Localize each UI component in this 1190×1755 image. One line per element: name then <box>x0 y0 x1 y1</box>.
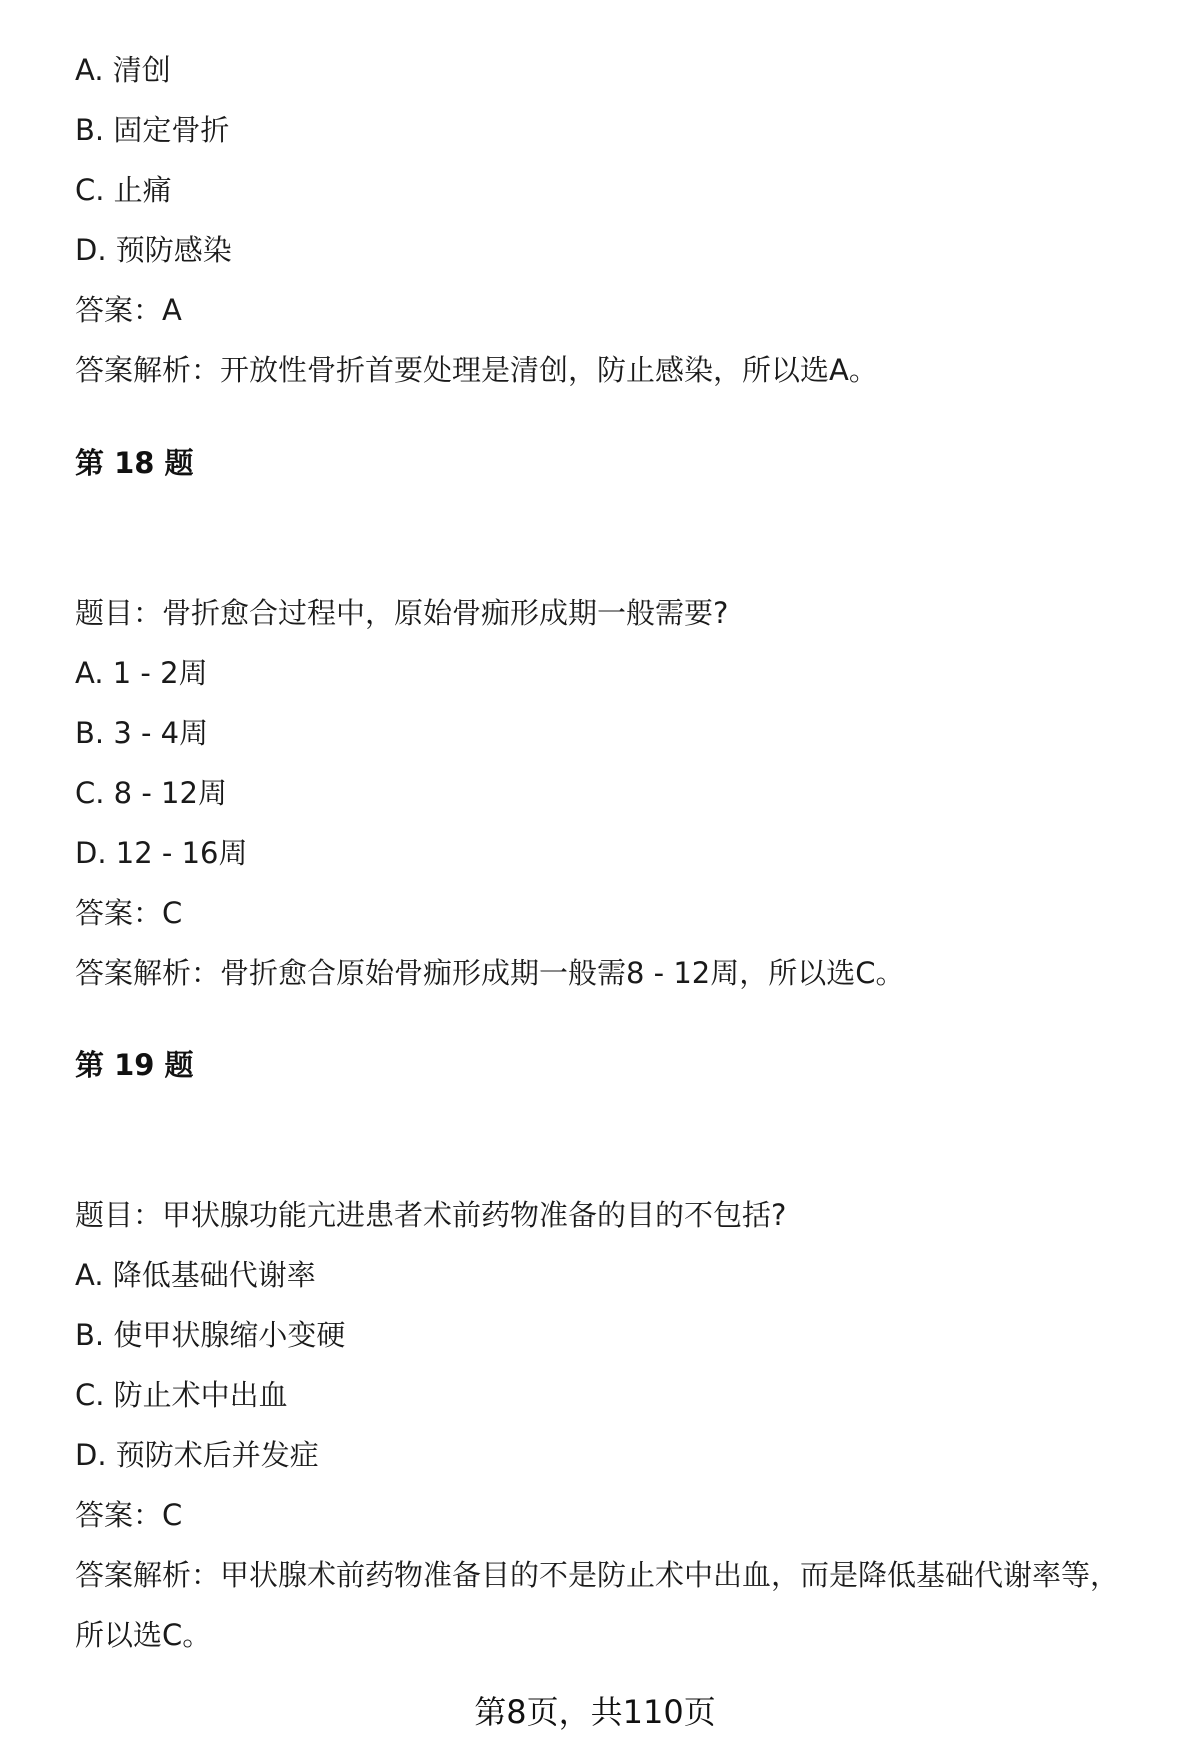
q19-option-d: D. 预防术后并发症 <box>75 1438 319 1472</box>
q19-option-c: C. 防止术中出血 <box>75 1378 288 1412</box>
q19-option-a: A. 降低基础代谢率 <box>75 1258 316 1292</box>
q19-answer: 答案：C <box>75 1498 183 1532</box>
q19-question: 题目：甲状腺功能亢进患者术前药物准备的目的不包括? <box>75 1198 787 1232</box>
q18-explanation: 答案解析：骨折愈合原始骨痂形成期一般需8 - 12周，所以选C。 <box>75 956 905 990</box>
q18-heading: 第 18 题 <box>75 446 194 480</box>
page-number-footer: 第8页，共110页 <box>474 1693 716 1731</box>
q17-explanation: 答案解析：开放性骨折首要处理是清创，防止感染，所以选A。 <box>75 353 878 387</box>
q18-option-a: A. 1 - 2周 <box>75 656 208 690</box>
q17-option-a: A. 清创 <box>75 53 171 87</box>
q19-heading: 第 19 题 <box>75 1048 194 1082</box>
q18-option-d: D. 12 - 16周 <box>75 836 248 870</box>
q17-answer: 答案：A <box>75 293 182 327</box>
q18-question: 题目：骨折愈合过程中，原始骨痂形成期一般需要? <box>75 596 729 630</box>
q18-option-c: C. 8 - 12周 <box>75 776 227 810</box>
q19-explanation-line-1: 答案解析：甲状腺术前药物准备目的不是防止术中出血，而是降低基础代谢率等， <box>75 1558 1120 1592</box>
q19-option-b: B. 使甲状腺缩小变硬 <box>75 1318 346 1352</box>
q17-option-c: C. 止痛 <box>75 173 172 207</box>
q18-option-b: B. 3 - 4周 <box>75 716 209 750</box>
q19-explanation-line-2: 所以选C。 <box>75 1618 212 1652</box>
q18-answer: 答案：C <box>75 896 183 930</box>
q17-option-b: B. 固定骨折 <box>75 113 230 147</box>
q17-option-d: D. 预防感染 <box>75 233 232 267</box>
